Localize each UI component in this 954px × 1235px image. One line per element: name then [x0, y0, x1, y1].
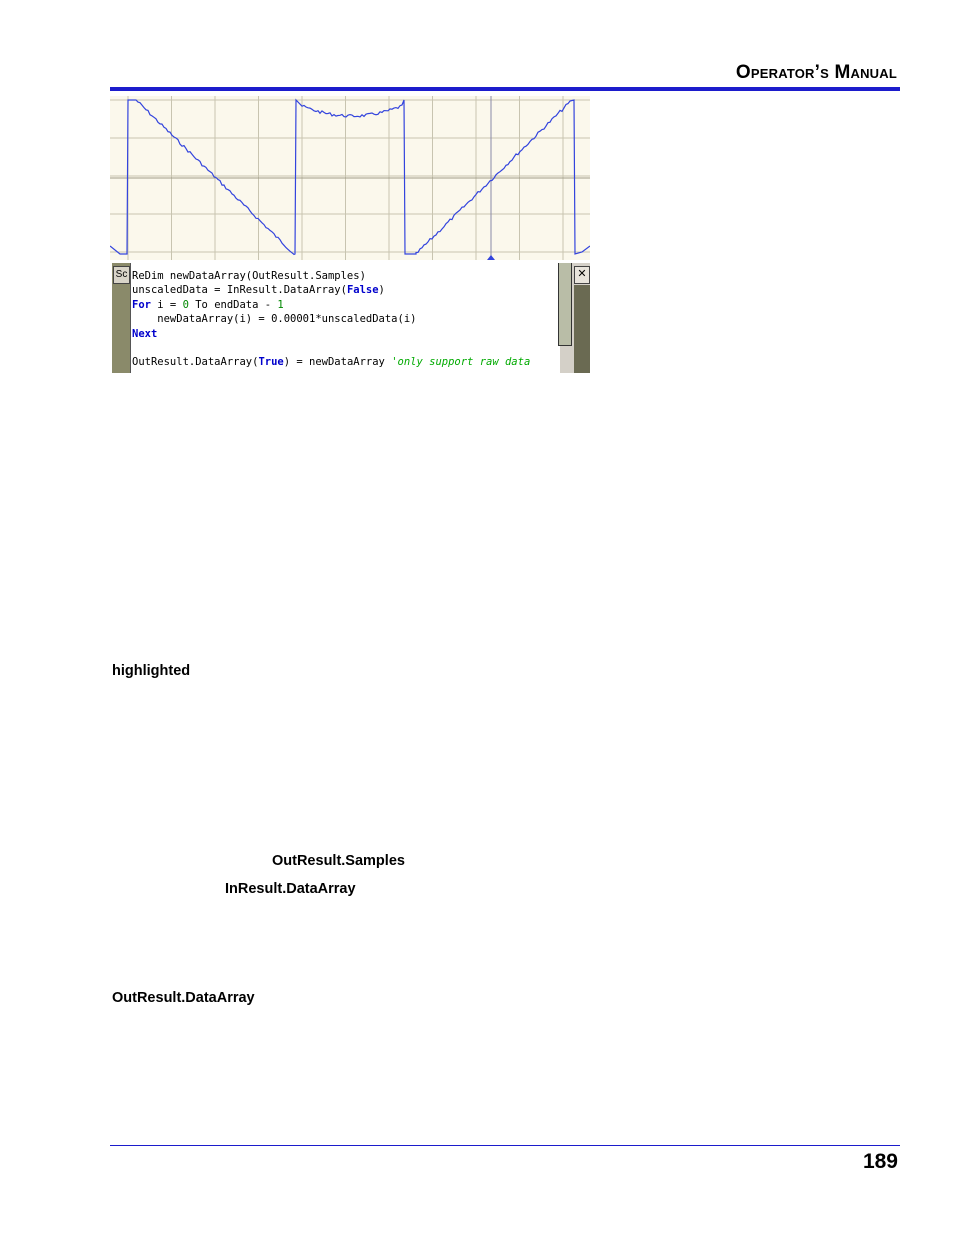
script-editor[interactable]: [112, 263, 590, 373]
code-token: OutResult.DataArray(: [132, 356, 259, 369]
code-token: ): [378, 284, 385, 297]
header-title: Operator’s Manual: [735, 62, 897, 83]
code-token: To endData -: [188, 298, 278, 311]
editor-tab[interactable]: Sc: [113, 266, 130, 284]
trigger-marker-icon: [487, 255, 495, 260]
code-token: i =: [150, 298, 183, 311]
close-icon[interactable]: ✕: [574, 266, 590, 284]
oscilloscope-display: [110, 96, 590, 260]
editor-side-bar: [574, 285, 590, 373]
code-token: ReDim newDataArray(OutResult.Samples): [132, 270, 366, 282]
code-line: [132, 298, 560, 312]
code-line: [132, 269, 560, 283]
code-line: [132, 312, 560, 326]
code-token: Next: [132, 327, 158, 340]
term-highlighted: highlighted: [112, 663, 191, 679]
code-token: [132, 342, 138, 354]
code-line: [132, 327, 560, 341]
code-token: 'only support raw data: [391, 356, 531, 369]
header-rule: [110, 87, 900, 91]
code-line: [132, 355, 560, 369]
code-token: 1: [277, 298, 284, 311]
code-token: False: [346, 284, 379, 297]
code-token: For: [132, 298, 151, 311]
editor-left-strip: [112, 263, 131, 373]
code-token: ) = newDataArray: [283, 356, 392, 369]
code-token: newDataArray(i) = 0.00001*unscaledData(i): [132, 313, 417, 326]
waveform-trace: [110, 100, 590, 254]
term-outresult-dataarray: OutResult.DataArray: [112, 990, 255, 1006]
editor-scrollbar[interactable]: [558, 263, 572, 346]
waveform-plot: [110, 96, 590, 260]
code-area[interactable]: [132, 269, 560, 373]
term-outresult-samples: OutResult.Samples: [272, 853, 405, 869]
footer-rule: [110, 1145, 900, 1146]
code-line: [132, 341, 560, 355]
term-inresult-dataarray: InResult.DataArray: [225, 881, 356, 897]
code-token: 0: [182, 298, 189, 311]
page-number: 189: [862, 1150, 898, 1173]
code-token: True: [258, 356, 284, 369]
code-token: unscaledData = InResult.DataArray(: [132, 284, 347, 297]
code-line: [132, 283, 560, 297]
